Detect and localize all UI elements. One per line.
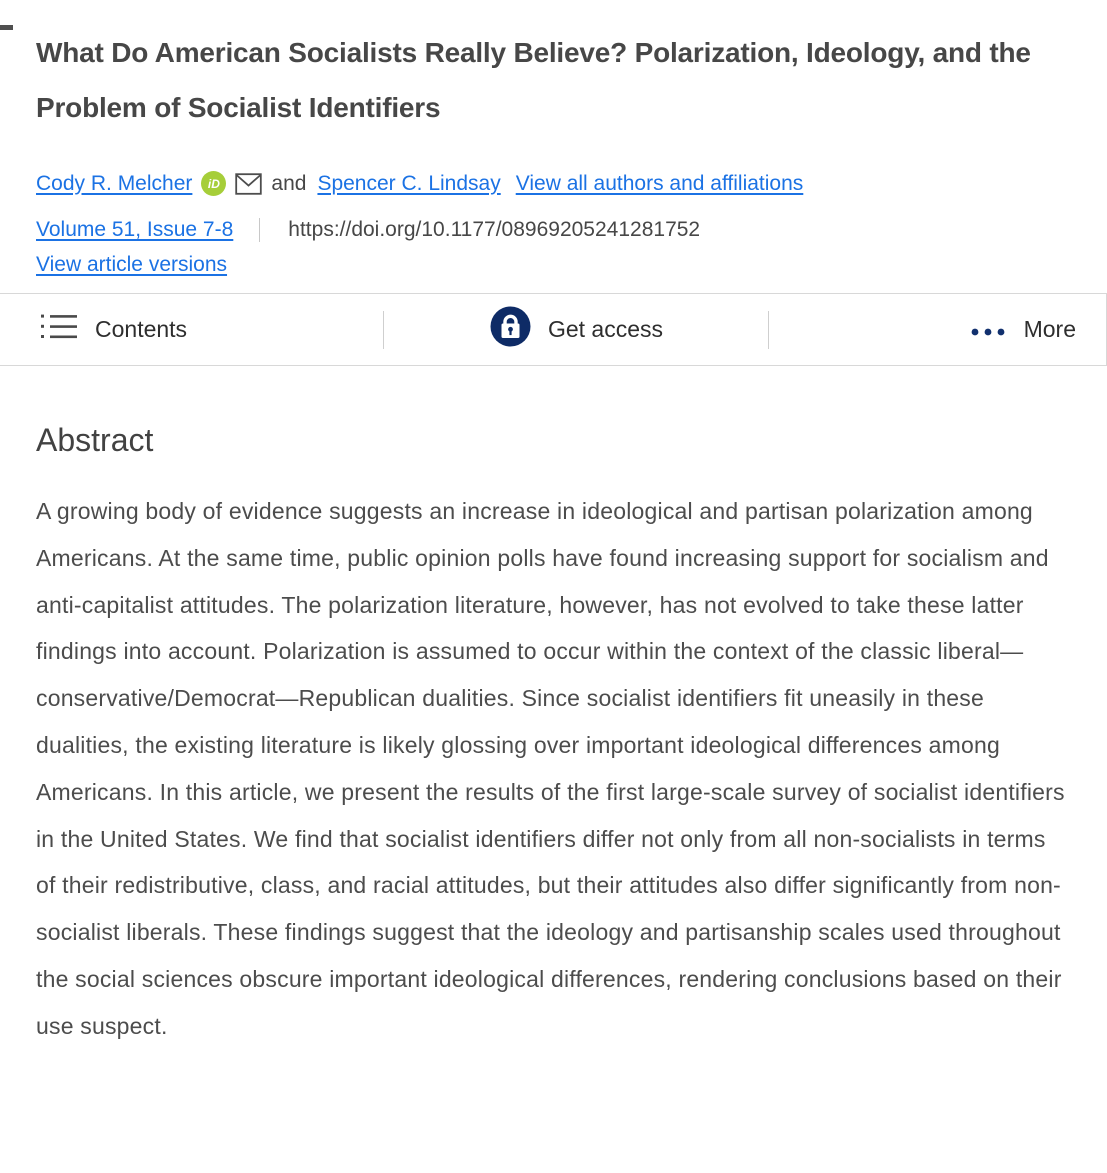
page-title: What Do American Socialists Really Believe? Polarization, Ideology, and the Problem of Socialist Identifiers (36, 37, 1031, 123)
article-header (0, 25, 1107, 277)
view-article-versions-link[interactable]: View article versions (36, 253, 228, 276)
more-label: More (1023, 316, 1076, 342)
email-icon[interactable] (235, 173, 262, 195)
get-access-button[interactable] (490, 306, 663, 353)
view-all-authors-link[interactable]: View all authors and affiliations (515, 171, 804, 195)
author-link-melcher[interactable]: Cody R. Melcher (36, 171, 193, 195)
article-meta (36, 218, 1067, 277)
toolbar-section-get-access (384, 294, 769, 365)
more-button[interactable] (971, 316, 1076, 343)
lock-icon (490, 306, 531, 353)
corner-artifact (0, 25, 13, 30)
contents-button[interactable] (40, 311, 187, 348)
author-link-lindsay[interactable]: Spencer C. Lindsay (317, 171, 501, 195)
author-row (36, 171, 1067, 196)
get-access-label: Get access (547, 316, 664, 342)
ellipsis-icon (971, 316, 1007, 343)
abstract-heading: Abstract (36, 422, 154, 458)
and-text: and (271, 171, 307, 195)
volume-issue-link[interactable]: Volume 51, Issue 7-8 (36, 218, 234, 241)
orcid-icon[interactable]: iD (201, 171, 226, 196)
toolbar-section-more (769, 294, 1106, 365)
toolbar-section-contents (0, 294, 384, 365)
contents-list-icon (40, 311, 78, 348)
article-toolbar (0, 293, 1107, 366)
abstract-text: A growing body of evidence suggests an increase in ideological and partisan polarization among Americans. At the same time, public opinion polls have found increasing support for socialism and anti-capitalist attitudes. The polarization literature, however, has not evolved to take these latter findings into account. Polarization is assumed to occur within the context of the classic liberal—conservative/Democrat—Republican dualities. Since socialist identifiers fit uneasily in these dualities, the existing literature is likely glossing over important ideological differences among Americans. In this article, we present the results of the first large-scale survey of socialist identifiers in the United States. We find that socialist identifiers differ not only from all non-socialists in terms of their redistributive, class, and racial attitudes, but their attitudes also differ significantly from non-socialist liberals. These findings suggest that the ideology and partisanship scales used throughout the social sciences obscure important ideological differences, rendering conclusions based on their use suspect. (36, 498, 1065, 1039)
abstract-section (0, 422, 1107, 1050)
meta-separator (259, 218, 260, 242)
doi-text: https://doi.org/10.1177/08969205241281752 (288, 218, 701, 241)
contents-label: Contents (95, 316, 188, 342)
